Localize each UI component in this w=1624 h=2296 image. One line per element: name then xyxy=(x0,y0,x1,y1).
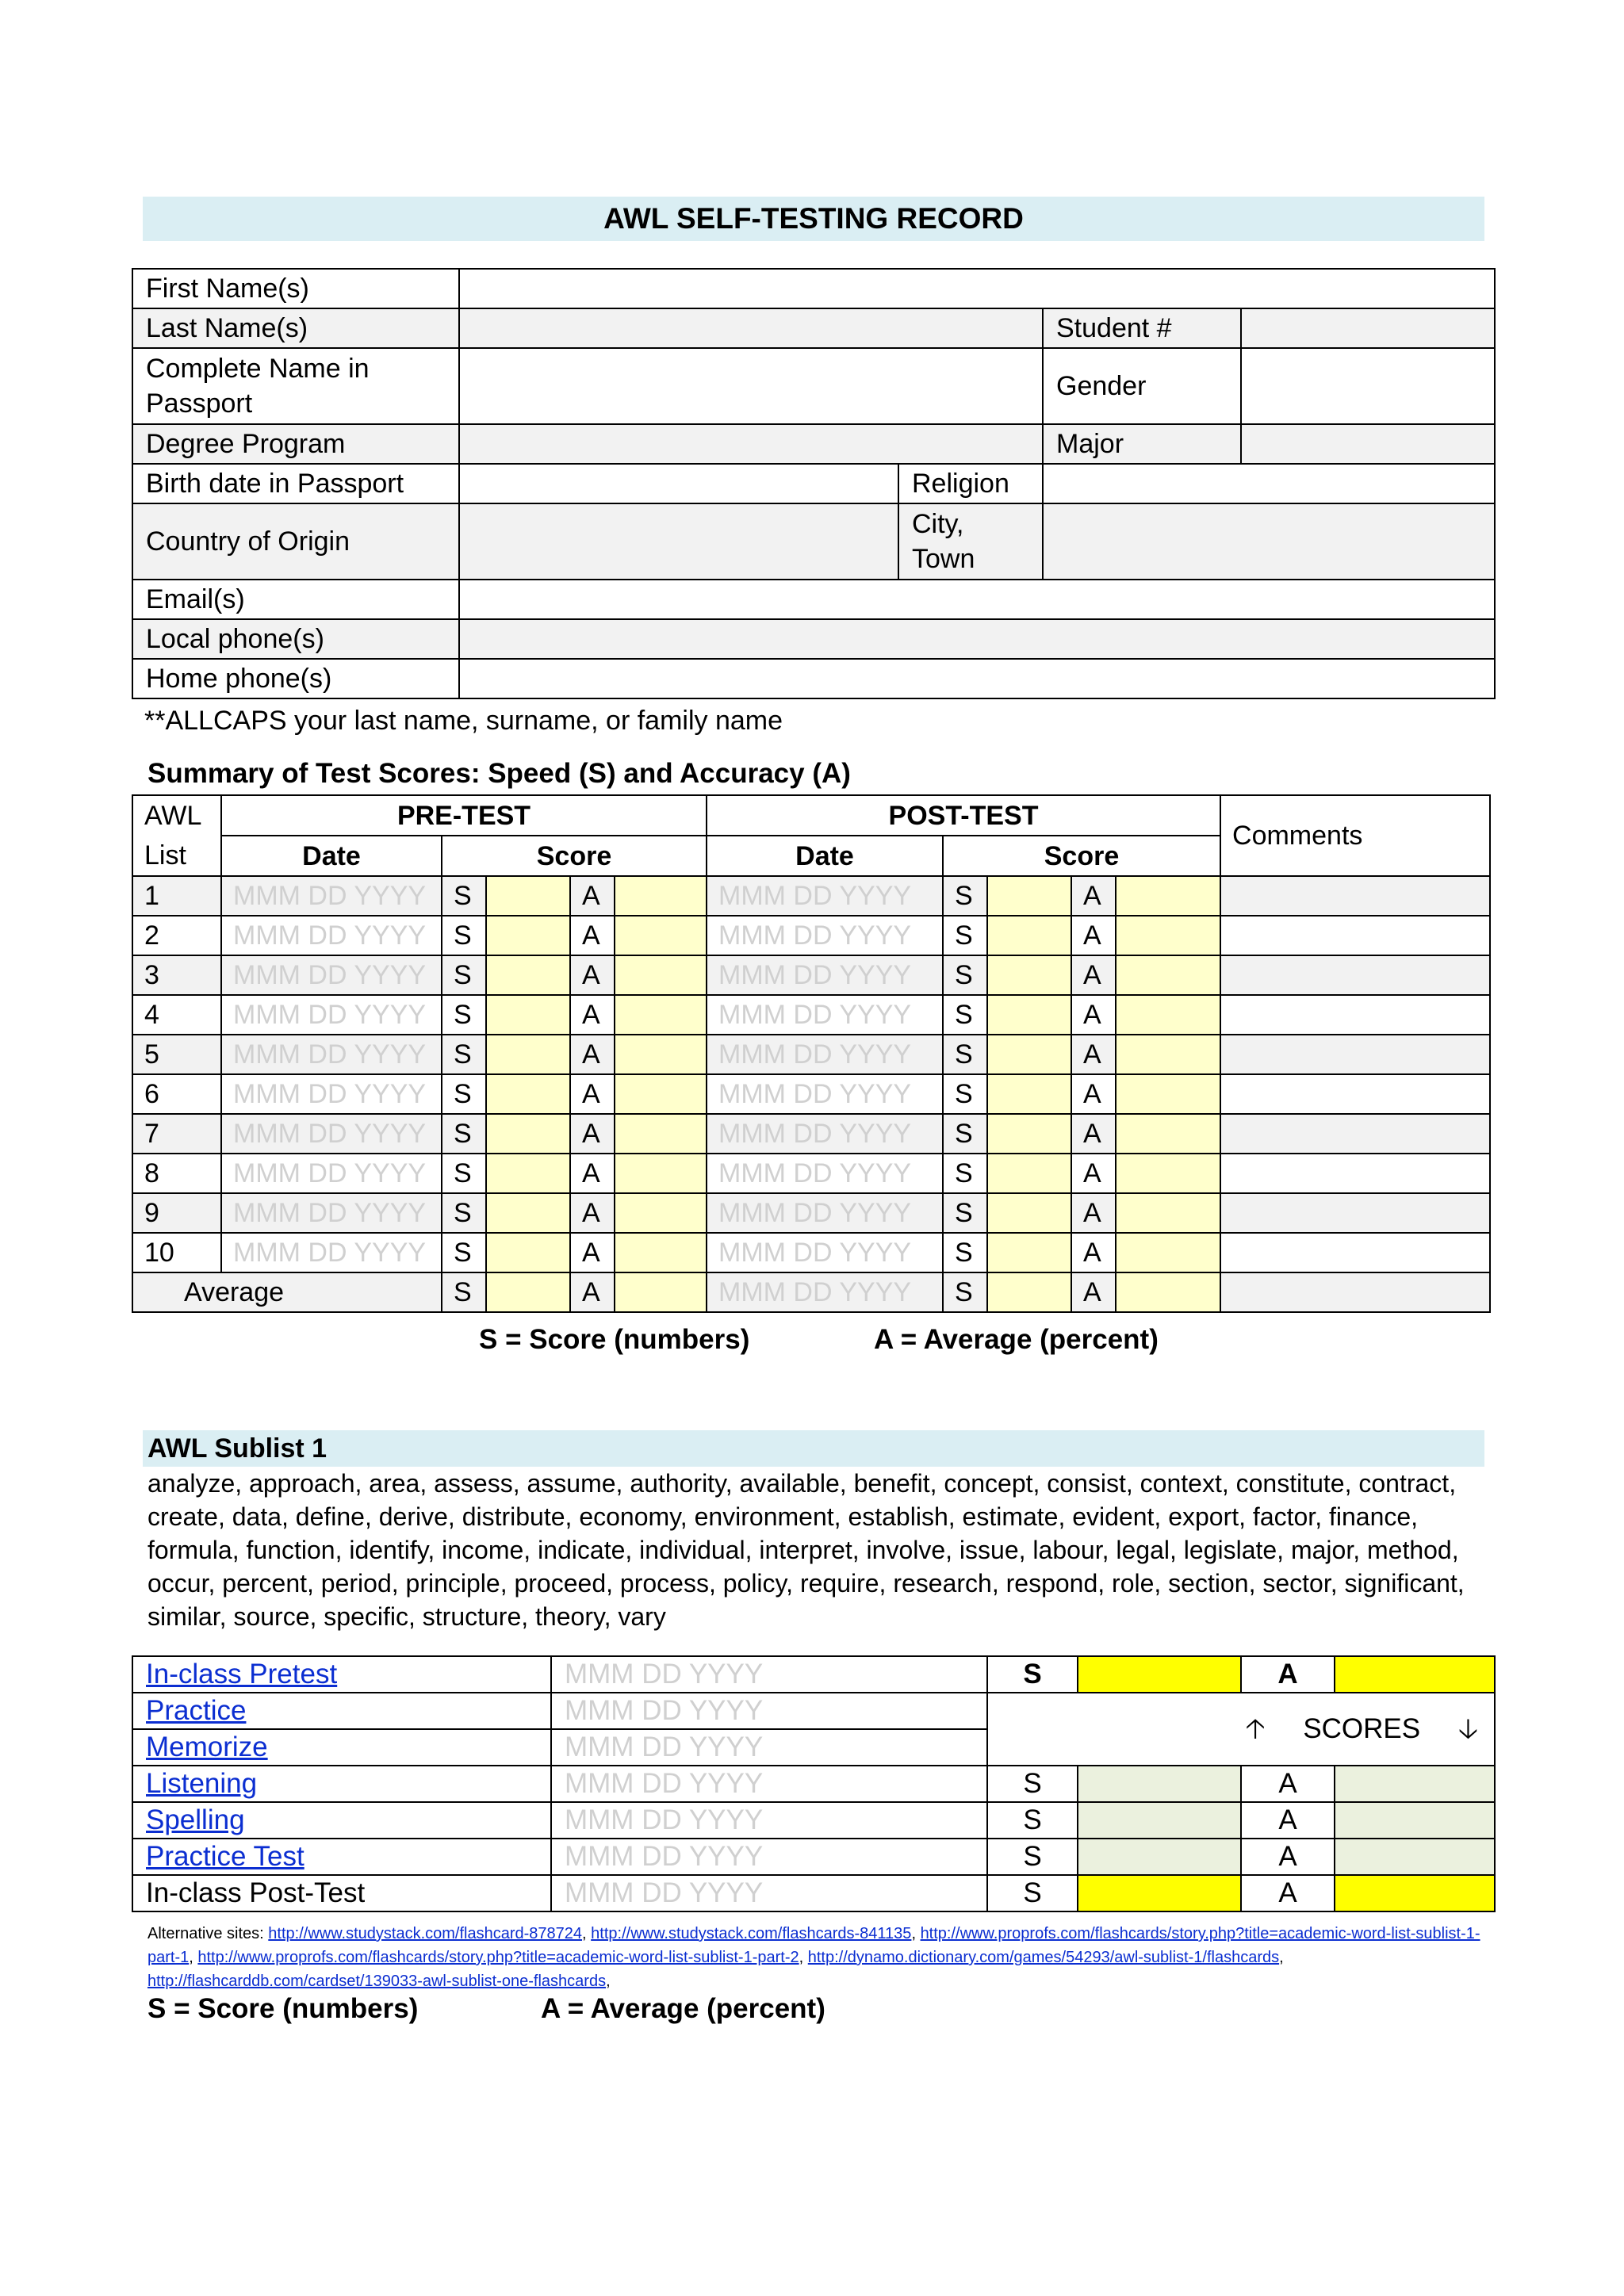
alt-link-3[interactable]: http://www.proprofs.com/flashcards/story.php?title=academic-word-list-sublist-1-part-1 xyxy=(147,1925,1480,1966)
pre-s-field[interactable] xyxy=(486,1074,570,1114)
list-number: 4 xyxy=(132,995,221,1035)
alt-sites-label: Alternative sites: xyxy=(147,1925,264,1942)
post-a-field[interactable] xyxy=(1116,1114,1220,1154)
pre-s-label: S xyxy=(442,1114,486,1154)
pre-a-field[interactable] xyxy=(615,1035,707,1074)
alt-link-6[interactable]: http://flashcarddb.com/cardset/139033-awl-sublist-one-flashcards xyxy=(147,1973,607,1990)
post-s-field[interactable] xyxy=(987,1272,1071,1312)
pre-date-field[interactable]: MMM DD YYYY xyxy=(221,1154,442,1193)
post-s-label: S xyxy=(943,1074,987,1114)
list-number: 7 xyxy=(132,1114,221,1154)
pretest-s-label: S xyxy=(987,1656,1078,1693)
page-title: AWL SELF-TESTING RECORD xyxy=(143,197,1484,241)
pre-s-field[interactable] xyxy=(486,1272,570,1312)
listening-a-label: A xyxy=(1241,1766,1335,1802)
label-country: Country of Origin xyxy=(132,503,459,580)
alt-link-1[interactable]: http://www.studystack.com/flashcard-878724 xyxy=(268,1925,583,1942)
pre-a-label: A xyxy=(570,876,615,916)
list-number: 5 xyxy=(132,1035,221,1074)
label-birth: Birth date in Passport xyxy=(132,464,459,503)
posttest-date[interactable]: MMM DD YYYY xyxy=(551,1875,987,1911)
list-number: 9 xyxy=(132,1193,221,1233)
label-home-phone: Home phone(s) xyxy=(132,659,459,698)
post-s-field[interactable] xyxy=(987,1114,1071,1154)
label-city: City, Town xyxy=(898,503,1043,580)
comments-field[interactable] xyxy=(1220,1035,1490,1074)
practice-date[interactable]: MMM DD YYYY xyxy=(551,1693,987,1729)
practice-link[interactable]: Practice xyxy=(146,1695,247,1726)
activities-table xyxy=(132,1655,1496,1912)
complete-name-field[interactable] xyxy=(459,348,1043,424)
pre-s-field[interactable] xyxy=(486,1233,570,1272)
sublist-words: analyze, approach, area, assess, assume, authority, available, benefit, concept, consist, context, constitute, contract, create, data, define, derive, distribute, economy, environment, establish, estimate, evident, export, factor, finance, formula, function, identify, income, indicate, individual, interpret, involve, issue, labour, legal, legislate, major, method, occur, percent, period, principle, proceed, process, policy, require, research, respond, role, section, sector, significant, similar, source, specific, structure, theory, vary xyxy=(147,1469,1465,1631)
comments-header: Comments xyxy=(1220,795,1490,876)
label-student-no: Student # xyxy=(1043,308,1241,348)
comments-field[interactable] xyxy=(1220,1193,1490,1233)
post-a-label: A xyxy=(1071,1272,1116,1312)
label-last-name: Last Name(s) xyxy=(132,308,459,348)
birth-field[interactable] xyxy=(459,464,898,503)
practice-test-link[interactable]: Practice Test xyxy=(146,1841,304,1872)
post-a-field[interactable] xyxy=(1116,876,1220,916)
posttest-s-label: S xyxy=(987,1875,1078,1911)
pre-date-field[interactable]: MMM DD YYYY xyxy=(221,995,442,1035)
pre-a-field[interactable] xyxy=(615,1193,707,1233)
post-s-field[interactable] xyxy=(987,1074,1071,1114)
student-no-field[interactable] xyxy=(1241,308,1495,348)
listening-s-label: S xyxy=(987,1766,1078,1802)
post-date-field[interactable]: MMM DD YYYY xyxy=(707,1233,943,1272)
label-local-phone: Local phone(s) xyxy=(132,619,459,659)
post-score-header: Score xyxy=(943,836,1220,876)
post-s-field[interactable] xyxy=(987,955,1071,995)
post-a-label: A xyxy=(1071,1193,1116,1233)
scores-label: SCORES xyxy=(1303,1713,1421,1744)
summary-title: Summary of Test Scores: Speed (S) and Accuracy (A) xyxy=(147,758,851,789)
pre-s-field[interactable] xyxy=(486,1114,570,1154)
pre-a-field[interactable] xyxy=(615,1074,707,1114)
post-a-field[interactable] xyxy=(1116,1193,1220,1233)
post-a-field[interactable] xyxy=(1116,955,1220,995)
pre-a-label: A xyxy=(570,916,615,955)
awl-list-header: AWL List xyxy=(132,795,221,876)
post-s-label: S xyxy=(943,1035,987,1074)
post-date-field[interactable]: MMM DD YYYY xyxy=(707,1193,943,1233)
post-a-label: A xyxy=(1071,1035,1116,1074)
degree-field[interactable] xyxy=(459,424,1043,464)
post-s-label: S xyxy=(943,1272,987,1312)
pre-date-field[interactable]: MMM DD YYYY xyxy=(221,955,442,995)
alt-link-2[interactable]: http://www.studystack.com/flashcards-841135 xyxy=(591,1925,912,1942)
listening-s-field[interactable] xyxy=(1078,1766,1241,1802)
posttest-s-field[interactable] xyxy=(1078,1875,1241,1911)
post-a-label: A xyxy=(1071,876,1116,916)
comments-field[interactable] xyxy=(1220,1233,1490,1272)
pretest-s-field[interactable] xyxy=(1078,1656,1241,1693)
post-a-field[interactable] xyxy=(1116,1272,1220,1312)
post-date-field[interactable]: MMM DD YYYY xyxy=(707,995,943,1035)
listening-a-field[interactable] xyxy=(1335,1766,1495,1802)
pre-s-label: S xyxy=(442,1154,486,1193)
pre-date-field[interactable]: MMM DD YYYY xyxy=(221,1233,442,1272)
posttest-a-label: A xyxy=(1241,1875,1335,1911)
comments-field[interactable] xyxy=(1220,995,1490,1035)
post-s-label: S xyxy=(943,916,987,955)
alt-link-4[interactable]: http://www.proprofs.com/flashcards/story.php?title=academic-word-list-sublist-1-part-2 xyxy=(197,1949,799,1966)
post-a-field[interactable] xyxy=(1116,1035,1220,1074)
pre-s-field[interactable] xyxy=(486,1193,570,1233)
pre-a-label: A xyxy=(570,1233,615,1272)
post-a-label: A xyxy=(1071,1114,1116,1154)
pre-score-header: Score xyxy=(442,836,707,876)
table-row xyxy=(132,876,1490,916)
pre-a-label: A xyxy=(570,955,615,995)
label-gender: Gender xyxy=(1043,348,1241,424)
pre-a-label: A xyxy=(570,1272,615,1312)
post-a-label: A xyxy=(1071,995,1116,1035)
home-phone-field[interactable] xyxy=(459,659,1495,698)
city-field[interactable] xyxy=(1043,503,1495,580)
pre-date-field[interactable]: MMM DD YYYY xyxy=(221,1035,442,1074)
post-s-label: S xyxy=(943,1193,987,1233)
pre-s-label: S xyxy=(442,955,486,995)
pretest-a-field[interactable] xyxy=(1335,1656,1495,1693)
table-row xyxy=(132,995,1490,1035)
country-field[interactable] xyxy=(459,503,898,580)
table-row xyxy=(132,1114,1490,1154)
memorize-link[interactable]: Memorize xyxy=(146,1732,268,1762)
post-a-label: A xyxy=(1071,955,1116,995)
post-s-field[interactable] xyxy=(987,995,1071,1035)
post-s-label: S xyxy=(943,1233,987,1272)
post-s-label: S xyxy=(943,955,987,995)
allcaps-note: **ALLCAPS your last name, surname, or family name xyxy=(144,706,783,736)
post-s-field[interactable] xyxy=(987,916,1071,955)
pre-a-field[interactable] xyxy=(615,955,707,995)
arrow-down-icon: 🡣 xyxy=(1457,1713,1478,1744)
practice-test-a-label: A xyxy=(1241,1839,1335,1875)
pre-a-field[interactable] xyxy=(615,1154,707,1193)
comments-field[interactable] xyxy=(1220,1074,1490,1114)
post-date-field[interactable]: MMM DD YYYY xyxy=(707,1272,943,1312)
table-row xyxy=(132,1154,1490,1193)
pre-s-field[interactable] xyxy=(486,1154,570,1193)
list-number: 10 xyxy=(132,1233,221,1272)
post-a-field[interactable] xyxy=(1116,995,1220,1035)
pre-a-label: A xyxy=(570,1154,615,1193)
post-date-field[interactable]: MMM DD YYYY xyxy=(707,916,943,955)
spelling-link[interactable]: Spelling xyxy=(146,1804,245,1835)
label-complete-name: Complete Name in Passport xyxy=(132,348,459,424)
pre-date-header: Date xyxy=(221,836,442,876)
pre-s-label: S xyxy=(442,1035,486,1074)
spelling-date[interactable]: MMM DD YYYY xyxy=(551,1802,987,1839)
last-name-field[interactable] xyxy=(459,308,1043,348)
post-a-label: A xyxy=(1071,1154,1116,1193)
table-row xyxy=(132,916,1490,955)
table-row xyxy=(132,1233,1490,1272)
spelling-s-field[interactable] xyxy=(1078,1802,1241,1839)
scores-indicator xyxy=(987,1693,1495,1766)
comments-field[interactable] xyxy=(1220,955,1490,995)
post-date-field[interactable]: MMM DD YYYY xyxy=(707,1114,943,1154)
pre-a-field[interactable] xyxy=(615,916,707,955)
pre-s-field[interactable] xyxy=(486,1035,570,1074)
post-date-field[interactable]: MMM DD YYYY xyxy=(707,1035,943,1074)
legend-s-bottom: S = Score (numbers) xyxy=(147,1993,419,2024)
post-a-field[interactable] xyxy=(1116,1233,1220,1272)
gender-field[interactable] xyxy=(1241,348,1495,424)
practice-test-date[interactable]: MMM DD YYYY xyxy=(551,1839,987,1875)
listening-link[interactable]: Listening xyxy=(146,1768,258,1799)
legend-a-bottom: A = Average (percent) xyxy=(541,1993,825,2024)
alt-link-5[interactable]: http://dynamo.dictionary.com/games/54293/awl-sublist-1/flashcards xyxy=(807,1949,1280,1966)
spelling-s-label: S xyxy=(987,1802,1078,1839)
pre-s-label: S xyxy=(442,1233,486,1272)
practice-test-s-label: S xyxy=(987,1839,1078,1875)
pre-a-label: A xyxy=(570,995,615,1035)
post-date-field[interactable]: MMM DD YYYY xyxy=(707,1154,943,1193)
major-field[interactable] xyxy=(1241,424,1495,464)
post-a-label: A xyxy=(1071,1233,1116,1272)
email-field[interactable] xyxy=(459,580,1495,619)
pre-a-field[interactable] xyxy=(615,1272,707,1312)
table-row xyxy=(132,955,1490,995)
table-row xyxy=(132,1035,1490,1074)
post-a-field[interactable] xyxy=(1116,916,1220,955)
post-date-field[interactable]: MMM DD YYYY xyxy=(707,955,943,995)
pre-a-label: A xyxy=(570,1035,615,1074)
local-phone-field[interactable] xyxy=(459,619,1495,659)
pre-test-header: PRE-TEST xyxy=(221,795,707,836)
comments-field[interactable] xyxy=(1220,1272,1490,1312)
post-s-field[interactable] xyxy=(987,1035,1071,1074)
post-a-field[interactable] xyxy=(1116,1154,1220,1193)
pre-date-field[interactable]: MMM DD YYYY xyxy=(221,1114,442,1154)
post-s-field[interactable] xyxy=(987,1193,1071,1233)
list-number: 3 xyxy=(132,955,221,995)
post-a-field[interactable] xyxy=(1116,1074,1220,1114)
arrow-up-icon: 🡡 xyxy=(1245,1713,1266,1744)
post-s-field[interactable] xyxy=(987,1154,1071,1193)
pre-a-field[interactable] xyxy=(615,995,707,1035)
post-a-label: A xyxy=(1071,916,1116,955)
list-number: 2 xyxy=(132,916,221,955)
pre-a-label: A xyxy=(570,1193,615,1233)
scores-table xyxy=(132,794,1491,1313)
pretest-a-label: A xyxy=(1241,1656,1335,1693)
table-row xyxy=(132,1272,1490,1312)
pre-s-field[interactable] xyxy=(486,876,570,916)
list-number: 8 xyxy=(132,1154,221,1193)
post-s-label: S xyxy=(943,876,987,916)
memorize-date[interactable]: MMM DD YYYY xyxy=(551,1729,987,1766)
label-email: Email(s) xyxy=(132,580,459,619)
practice-test-s-field[interactable] xyxy=(1078,1839,1241,1875)
post-s-field[interactable] xyxy=(987,876,1071,916)
pretest-date[interactable]: MMM DD YYYY xyxy=(551,1656,987,1693)
label-first-name: First Name(s) xyxy=(132,269,459,308)
practice-test-a-field[interactable] xyxy=(1335,1839,1495,1875)
comments-field[interactable] xyxy=(1220,1114,1490,1154)
comments-field[interactable] xyxy=(1220,916,1490,955)
listening-date[interactable]: MMM DD YYYY xyxy=(551,1766,987,1802)
post-date-header: Date xyxy=(707,836,943,876)
pre-s-field[interactable] xyxy=(486,916,570,955)
comments-field[interactable] xyxy=(1220,876,1490,916)
pre-date-field[interactable]: MMM DD YYYY xyxy=(221,1074,442,1114)
post-date-field[interactable]: MMM DD YYYY xyxy=(707,1074,943,1114)
pre-a-label: A xyxy=(570,1114,615,1154)
post-s-label: S xyxy=(943,1154,987,1193)
pre-a-field[interactable] xyxy=(615,1114,707,1154)
label-major: Major xyxy=(1043,424,1241,464)
personal-info-table xyxy=(132,268,1496,699)
post-date-field[interactable]: MMM DD YYYY xyxy=(707,876,943,916)
pre-date-field[interactable]: MMM DD YYYY xyxy=(221,1193,442,1233)
table-row xyxy=(132,1074,1490,1114)
religion-field[interactable] xyxy=(1043,464,1495,503)
pre-s-label: S xyxy=(442,1074,486,1114)
pre-date-field[interactable]: MMM DD YYYY xyxy=(221,876,442,916)
label-religion: Religion xyxy=(898,464,1043,503)
posttest-a-field[interactable] xyxy=(1335,1875,1495,1911)
post-test-header: POST-TEST xyxy=(707,795,1220,836)
list-number: 6 xyxy=(132,1074,221,1114)
post-s-label: S xyxy=(943,995,987,1035)
first-name-field[interactable] xyxy=(459,269,1495,308)
post-s-label: S xyxy=(943,1114,987,1154)
pre-date-field[interactable]: MMM DD YYYY xyxy=(221,916,442,955)
label-degree: Degree Program xyxy=(132,424,459,464)
list-number: 1 xyxy=(132,876,221,916)
pre-s-label: S xyxy=(442,1193,486,1233)
posttest-label: In-class Post-Test xyxy=(132,1875,551,1911)
post-a-label: A xyxy=(1071,1074,1116,1114)
sublist-title: AWL Sublist 1 xyxy=(143,1430,1484,1467)
pre-a-field[interactable] xyxy=(615,1233,707,1272)
post-s-field[interactable] xyxy=(987,1233,1071,1272)
pre-s-label: S xyxy=(442,916,486,955)
comments-field[interactable] xyxy=(1220,1154,1490,1193)
pre-a-field[interactable] xyxy=(615,876,707,916)
spelling-a-field[interactable] xyxy=(1335,1802,1495,1839)
pre-s-field[interactable] xyxy=(486,995,570,1035)
pre-s-label: S xyxy=(442,1272,486,1312)
legend-a: A = Average (percent) xyxy=(874,1324,1159,1355)
pre-s-label: S xyxy=(442,876,486,916)
alternative-sites: Alternative sites: http://www.studystack.com/flashcard-878724, http://www.studystack.com/flashcards-841135, http://www.proprofs.com/flashcards/story.php?title=academic-word-list-sublist-1-part-1, http://www.proprofs.com/flashcards/story.php?title=academic-word-list-sublist-1-part-2, http://dynamo.dictionary.com/games/54293/awl-sublist-1/flashcards, http://flashcarddb.com/cardset/139033-awl-sublist-one-flashcards, xyxy=(147,1925,1480,1990)
pre-s-label: S xyxy=(442,995,486,1035)
average-label: Average xyxy=(132,1272,442,1312)
table-row xyxy=(132,1193,1490,1233)
pre-s-field[interactable] xyxy=(486,955,570,995)
pre-a-label: A xyxy=(570,1074,615,1114)
legend-s: S = Score (numbers) xyxy=(479,1324,750,1355)
pretest-link[interactable]: In-class Pretest xyxy=(146,1659,338,1689)
spelling-a-label: A xyxy=(1241,1802,1335,1839)
